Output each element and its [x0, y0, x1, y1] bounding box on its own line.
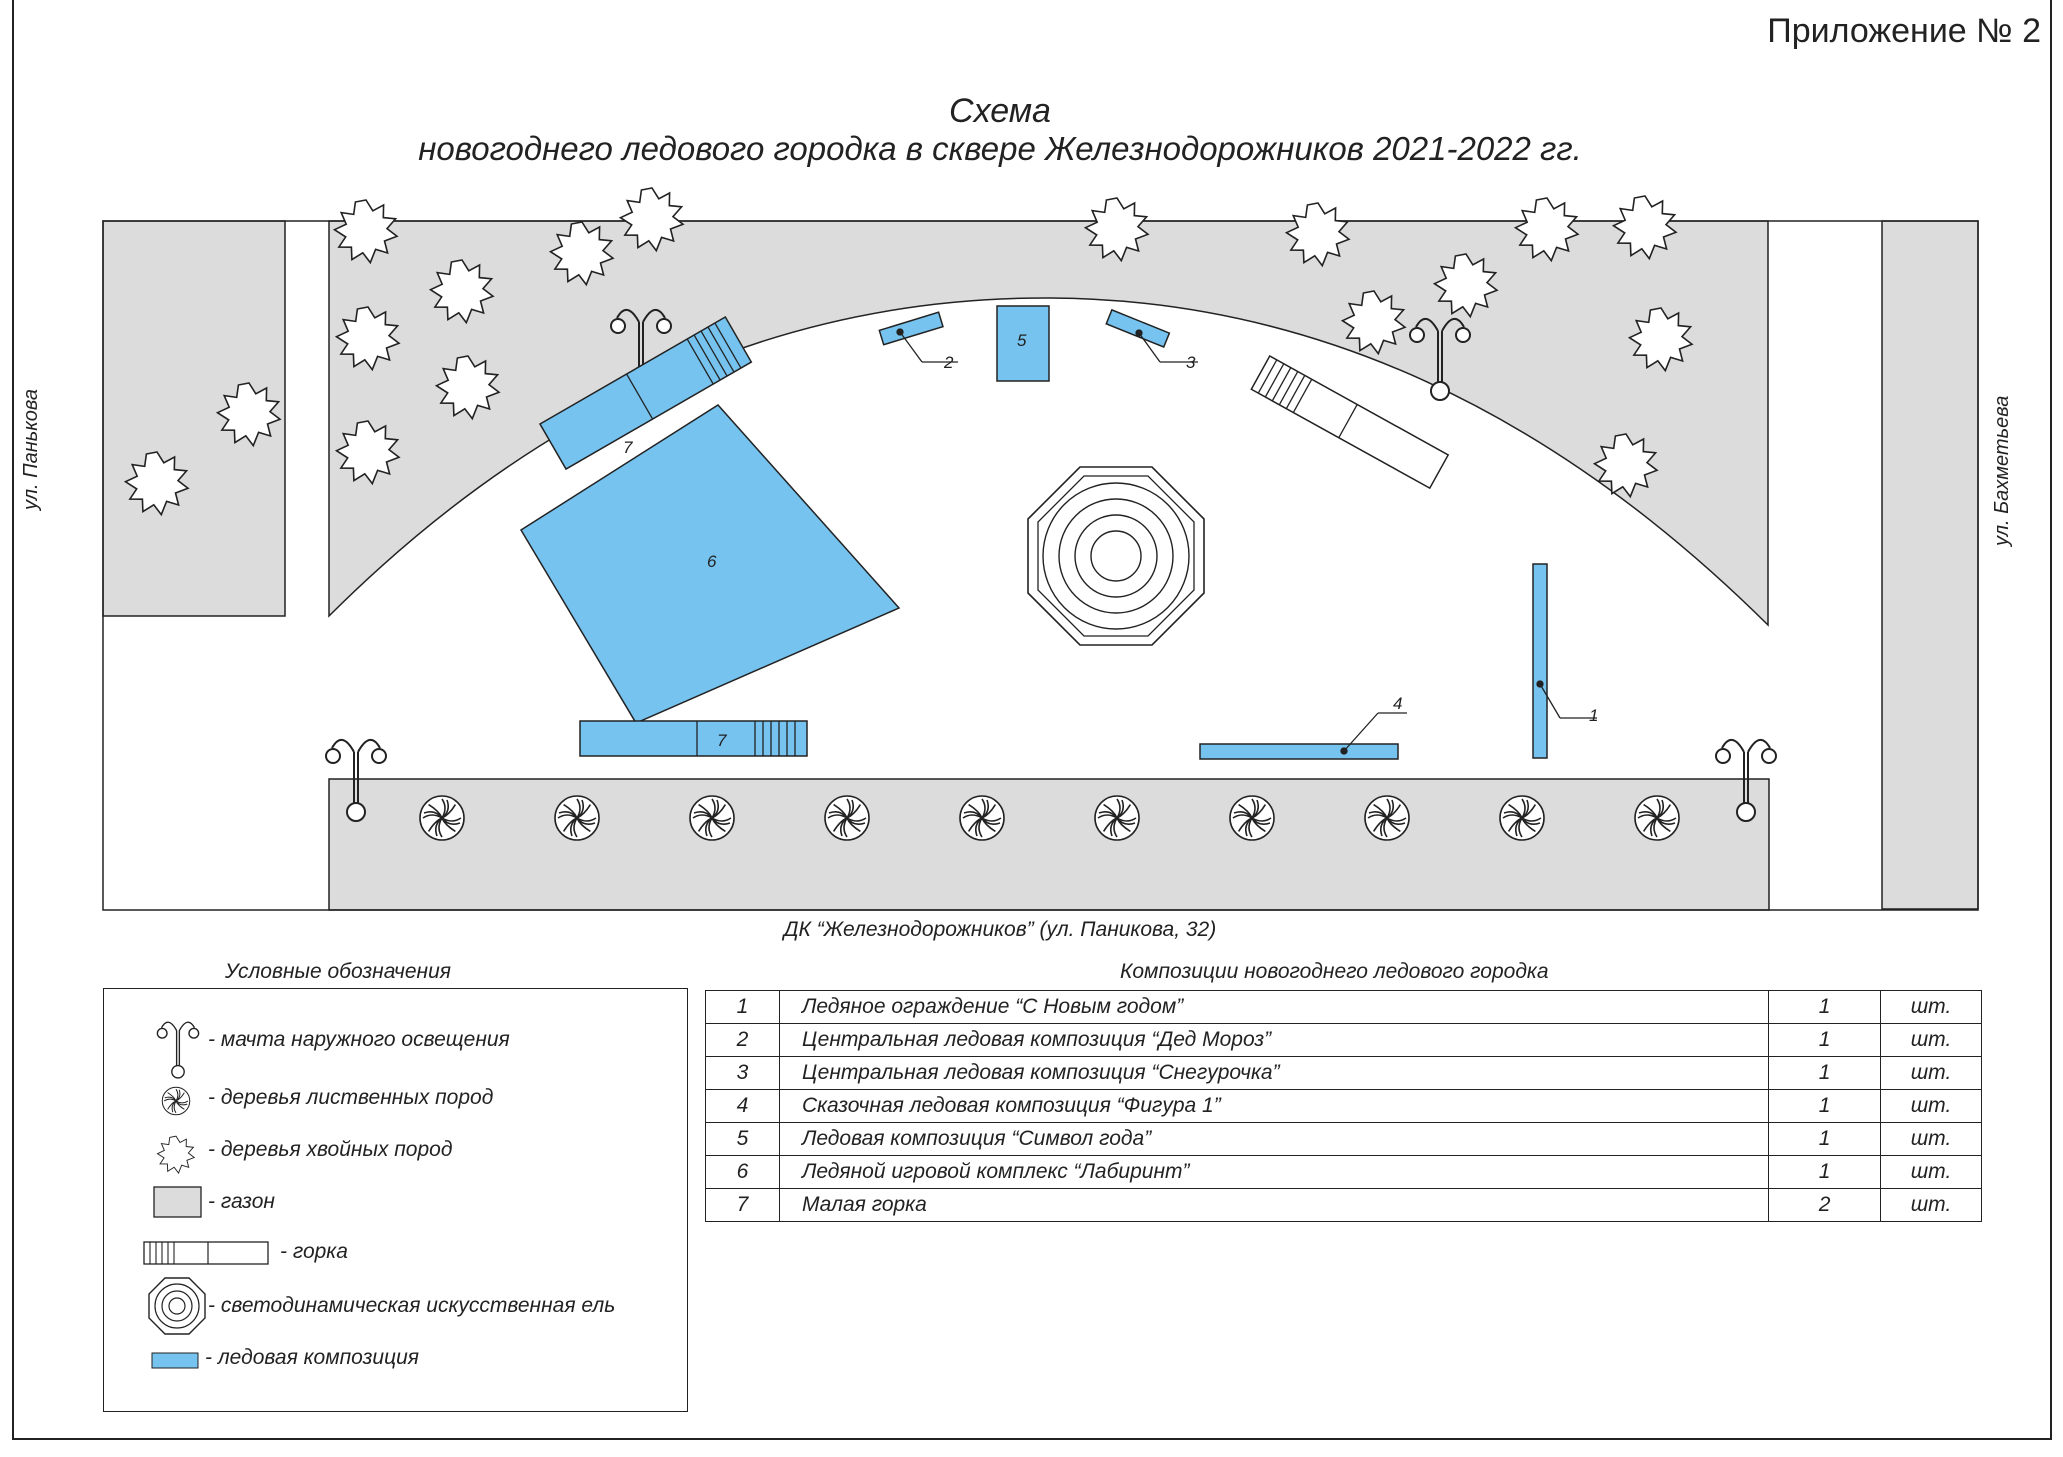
- table-row: [706, 1156, 1982, 1189]
- legend-item-ice: - ледовая композиция: [205, 1346, 419, 1369]
- table-row: [706, 1123, 1982, 1156]
- row-unit: шт.: [1881, 991, 1982, 1024]
- label-5: 5: [1017, 331, 1027, 350]
- label-7-lower: 7: [717, 731, 727, 750]
- deciduous-tree-icon: [1635, 796, 1679, 840]
- legend-item-christmas-tree: - светодинамическая искусственная ель: [208, 1294, 616, 1317]
- table-row: [706, 991, 1982, 1024]
- row-unit: шт.: [1881, 1090, 1982, 1123]
- label-1: 1: [1589, 706, 1599, 725]
- legend-item-slide: - горка: [280, 1240, 348, 1263]
- row-name: Сказочная ледовая композиция “Фигура 1”: [779, 1090, 1768, 1123]
- slide-7-lower: [580, 721, 807, 756]
- deciduous-tree-icon: [420, 796, 464, 840]
- appendix-label: Приложение № 2: [1767, 12, 2041, 50]
- row-number: 6: [706, 1156, 780, 1189]
- page-title: Схема: [949, 92, 1051, 130]
- label-3: 3: [1186, 353, 1196, 372]
- lawn-bottom: [329, 779, 1769, 910]
- table-row: [706, 1024, 1982, 1057]
- row-quantity: 1: [1769, 991, 1881, 1024]
- row-unit: шт.: [1881, 1057, 1982, 1090]
- street-left-label: ул. Панькова: [20, 389, 42, 510]
- legend-item-lamp-post: - мачта наружного освещения: [208, 1028, 510, 1051]
- lawn-right: [1882, 221, 1978, 909]
- row-name: Ледовая композиция “Символ года”: [779, 1123, 1768, 1156]
- legend-title: Условные обозначения: [225, 960, 451, 983]
- deciduous-tree-icon: [1095, 796, 1139, 840]
- row-number: 1: [706, 991, 780, 1024]
- label-2: 2: [944, 353, 954, 372]
- row-unit: шт.: [1881, 1123, 1982, 1156]
- legend-item-deciduous: - деревья лиственных пород: [208, 1086, 494, 1109]
- row-number: 5: [706, 1123, 780, 1156]
- row-unit: шт.: [1881, 1189, 1982, 1222]
- legend-item-conifer: - деревья хвойных пород: [208, 1138, 453, 1161]
- row-number: 3: [706, 1057, 780, 1090]
- composition-1: [1533, 564, 1547, 758]
- row-unit: шт.: [1881, 1024, 1982, 1057]
- deciduous-tree-icon: [825, 796, 869, 840]
- row-quantity: 1: [1769, 1057, 1881, 1090]
- row-quantity: 2: [1769, 1189, 1881, 1222]
- deciduous-tree-icon: [1500, 796, 1544, 840]
- row-quantity: 1: [1769, 1024, 1881, 1057]
- composition-3: [1106, 310, 1169, 347]
- legend-item-lawn: - газон: [208, 1190, 275, 1213]
- table-row: [706, 1090, 1982, 1123]
- deciduous-tree-icon: [555, 796, 599, 840]
- table-row: [706, 1189, 1982, 1222]
- row-number: 2: [706, 1024, 780, 1057]
- compositions-title: Композиции новогоднего ледового городка: [1120, 960, 1549, 983]
- row-quantity: 1: [1769, 1123, 1881, 1156]
- row-name: Центральная ледовая композиция “Снегурочка”: [779, 1057, 1768, 1090]
- row-quantity: 1: [1769, 1090, 1881, 1123]
- composition-2: [879, 312, 943, 344]
- row-name: Ледяной игровой комплекс “Лабиринт”: [779, 1156, 1768, 1189]
- label-4: 4: [1393, 694, 1403, 713]
- christmas-tree: [1028, 467, 1204, 645]
- deciduous-tree-icon: [1365, 796, 1409, 840]
- deciduous-tree-icon: [690, 796, 734, 840]
- label-6: 6: [707, 552, 717, 571]
- label-7-upper: 7: [623, 438, 633, 457]
- deciduous-tree-icon: [1230, 796, 1274, 840]
- row-number: 7: [706, 1189, 780, 1222]
- street-right-label: ул. Бахметьева: [1991, 395, 2013, 546]
- row-quantity: 1: [1769, 1156, 1881, 1189]
- page-subtitle: новогоднего ледового городка в сквере Железнодорожников 2021-2022 гг.: [418, 130, 1582, 167]
- deciduous-tree-icon: [960, 796, 1004, 840]
- row-number: 4: [706, 1090, 780, 1123]
- composition-4: [1200, 744, 1398, 759]
- row-name: Центральная ледовая композиция “Дед Мороз”: [779, 1024, 1768, 1057]
- row-unit: шт.: [1881, 1156, 1982, 1189]
- table-row: [706, 1057, 1982, 1090]
- row-name: Малая горка: [779, 1189, 1768, 1222]
- dk-label: ДК “Железнодорожников” (ул. Паникова, 32): [783, 918, 1217, 941]
- compositions-table: [705, 990, 1982, 1222]
- row-name: Ледяное ограждение “С Новым годом”: [779, 991, 1768, 1024]
